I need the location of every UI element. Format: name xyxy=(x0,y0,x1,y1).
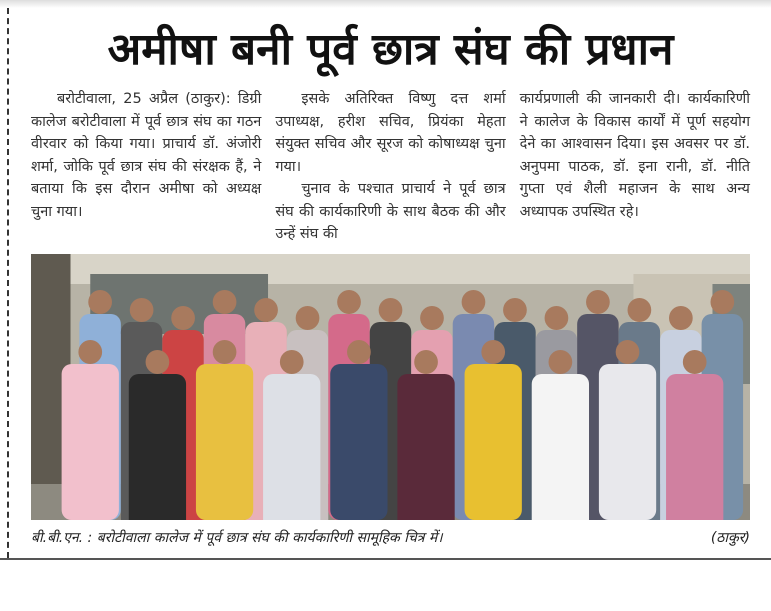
person-figure xyxy=(330,364,387,520)
person-figure xyxy=(62,364,119,520)
person-head xyxy=(683,350,707,374)
person-head xyxy=(616,340,640,364)
person-figure xyxy=(666,374,723,520)
person-head xyxy=(414,350,438,374)
paragraph: बरोटीवाला, 25 अप्रैल (ठाकुर): डिग्री कालेज बरोटीवाला में पूर्व छात्र संघ का गठन वीरवार को किया गया। प्राचार्य डॉ. अंजोरी शर्मा, जोकि पूर्व छात्र संघ की संरक्षक हैं, ने बताया कि इस दौरान अमीषा को अध्यक्ष चुना गया। xyxy=(31,91,262,220)
bottom-rule xyxy=(0,558,771,560)
person-head xyxy=(337,290,361,314)
person-figure xyxy=(196,364,253,520)
person-head xyxy=(710,290,734,314)
person-head xyxy=(347,340,371,364)
person-head xyxy=(628,298,652,322)
person-figure xyxy=(129,374,186,520)
article xyxy=(7,8,771,558)
person-head xyxy=(88,290,112,314)
person-head xyxy=(171,306,195,330)
person-head xyxy=(254,298,278,322)
person-head xyxy=(586,290,610,314)
person-head xyxy=(280,350,304,374)
person-figure xyxy=(465,364,522,520)
article-column-2 xyxy=(275,88,505,246)
paragraph: कार्यप्रणाली की जानकारी दी। कार्यकारिणी ने कालेज के विकास कार्यों में पूर्ण सहयोग देने का आश्वासन दिया। इस अवसर पर डॉ. अनुपमा पाठक, डॉ. इना रानी, डॉ. नीति गुप्ता एवं शैली महाजन के साथ अन्य अध्यापक उपस्थित रहे। xyxy=(519,91,750,220)
person-head xyxy=(379,298,403,322)
caption-text: बी.बी.एन. : बरोटीवाला कालेज में पूर्व छात्र संघ की कार्यकारिणी सामूहिक चित्र में। xyxy=(31,529,443,546)
person-head xyxy=(296,306,320,330)
person-head xyxy=(545,306,569,330)
person-head xyxy=(213,340,237,364)
photo-credit: (ठाकुर) xyxy=(710,529,750,546)
paragraph: चुनाव के पश्चात प्राचार्य ने पूर्व छात्र संघ की कार्यकारिणी के साथ बैठक की और उन्हें संघ की xyxy=(275,181,506,242)
article-column-1 xyxy=(31,88,261,223)
person-head xyxy=(481,340,505,364)
group-photo xyxy=(31,254,750,520)
person-head xyxy=(420,306,444,330)
article-column-3 xyxy=(520,88,750,223)
group-photo-image xyxy=(31,254,750,520)
headline: अमीषा बनी पूर्व छात्र संघ की प्रधान xyxy=(107,24,674,75)
person-figure xyxy=(263,374,320,520)
person-head xyxy=(213,290,237,314)
person-figure xyxy=(599,364,656,520)
paragraph: इसके अतिरिक्त विष्णु दत्त शर्मा उपाध्यक्ष, हरीश सचिव, प्रियंका मेहता संयुक्त सचिव और सूरज को कोषाध्यक्ष चुना गया। xyxy=(275,91,506,175)
person-figure xyxy=(397,374,454,520)
previous-article-edge xyxy=(0,0,771,8)
person-figure xyxy=(532,374,589,520)
person-head xyxy=(462,290,486,314)
article-body xyxy=(31,88,750,246)
person-head xyxy=(130,298,154,322)
person-head xyxy=(669,306,693,330)
person-head xyxy=(146,350,170,374)
person-head xyxy=(549,350,573,374)
photo-caption xyxy=(31,528,750,558)
person-head xyxy=(503,298,527,322)
person-head xyxy=(78,340,102,364)
